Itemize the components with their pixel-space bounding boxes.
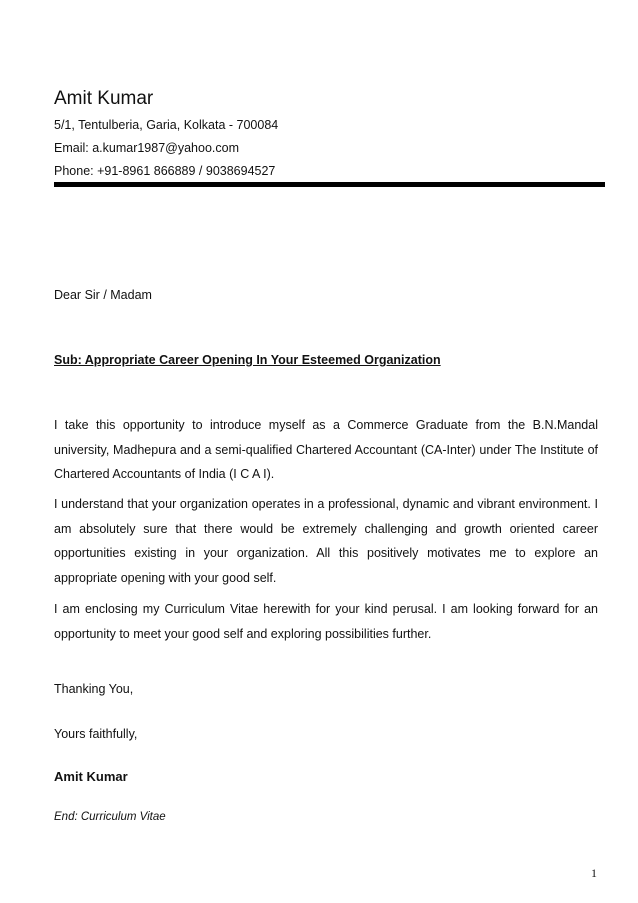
sender-email: Email: a.kumar1987@yahoo.com: [54, 141, 239, 155]
closing-line: Thanking You,: [54, 682, 134, 696]
subject-line: Sub: Appropriate Career Opening In Your Esteemed Organization: [54, 353, 441, 367]
sender-name: Amit Kumar: [54, 88, 154, 109]
sender-phone: Phone: +91-8961 866889 / 9038694527: [54, 164, 276, 178]
sender-address: 5/1, Tentulberia, Garia, Kolkata - 700084: [54, 118, 279, 132]
enclosure-note: End: Curriculum Vitae: [54, 811, 166, 823]
valediction: Yours faithfully,: [54, 727, 138, 741]
header-divider: [54, 182, 605, 187]
paragraph-organization: I understand that your organization operates in a professional, dynamic and vibrant environment. I am absolutely sure that there would be extremely challenging and growth oriented career opportunities existing in your organization. All this positively motivates me to explore an appropriate opening with your good self.: [54, 497, 598, 585]
signature-name: Amit Kumar: [54, 769, 128, 784]
salutation: Dear Sir / Madam: [54, 288, 152, 302]
paragraph-intro: I take this opportunity to introduce myself as a Commerce Graduate from the B.N.Mandal university, Madhepura and a semi-qualified Chartered Accountant (CA-Inter) under The Institute of Chartered Accountants of India (I C A I).: [54, 418, 598, 481]
paragraph-enclosure: I am enclosing my Curriculum Vitae herewith for your kind perusal. I am looking forward for an opportunity to meet your good self and exploring possibilities further.: [54, 602, 598, 641]
page-number: 1: [591, 866, 597, 880]
